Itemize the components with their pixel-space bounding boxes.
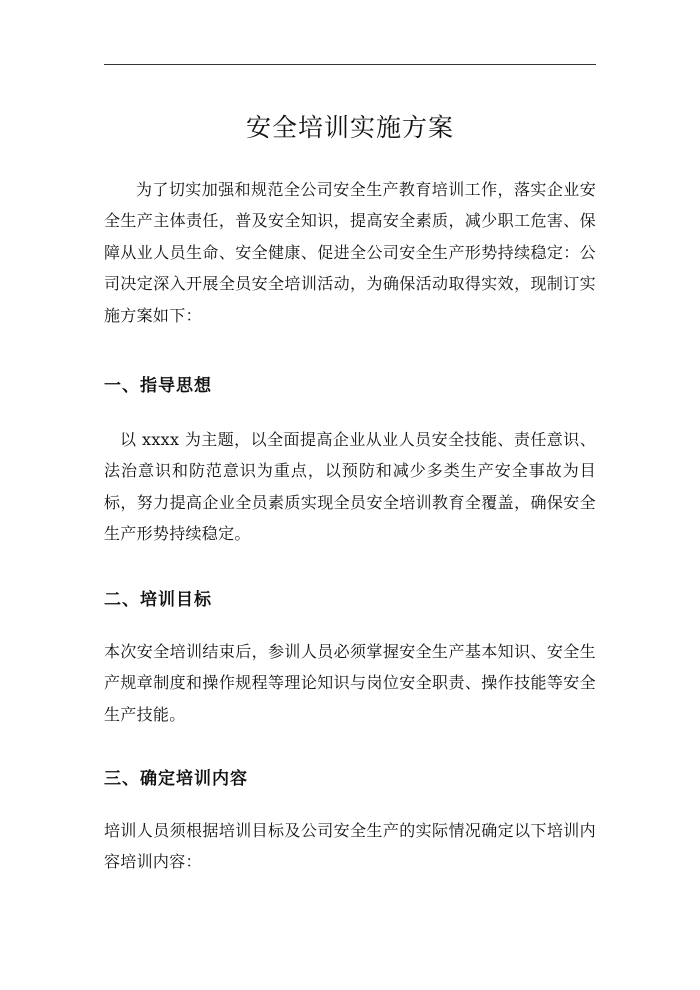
section-body-training-content: 培训人员须根据培训目标及公司安全生产的实际情况确定以下培训内容培训内容： bbox=[104, 821, 596, 872]
section-body-training-goals: 本次安全培训结束后，参训人员必须掌握安全生产基本知识、安全生产规章制度和操作规程等理论知识与岗位安全职责、操作技能等安全生产技能。 bbox=[104, 642, 596, 724]
section-heading-training-goals: 二、培训目标 bbox=[104, 590, 212, 610]
section-heading-training-content: 三、确定培训内容 bbox=[104, 769, 248, 789]
section-body-guiding-ideology: 以 xxxx 为主题，以全面提高企业从业人员安全技能、责任意识、法治意识和防范意识为重点，以预防和减少多类生产安全事故为目标，努力提高企业全员素质实现全员安全培训教育全覆盖，确保安全生产形势持续稳定。 bbox=[104, 430, 596, 544]
intro-paragraph: 为了切实加强和规范全公司安全生产教育培训工作，落实企业安全生产主体责任，普及安全知识，提高安全素质，减少职工危害、保障从业人员生命、安全健康、促进全公司安全生产形势持续稳定：公司决定深入开展全员安全培训活动，为确保活动取得实效，现制订实施方案如下： bbox=[104, 180, 596, 325]
header-divider bbox=[104, 64, 596, 65]
document-title: 安全培训实施方案 bbox=[245, 113, 454, 142]
section-heading-guiding-ideology: 一、指导思想 bbox=[104, 376, 212, 396]
